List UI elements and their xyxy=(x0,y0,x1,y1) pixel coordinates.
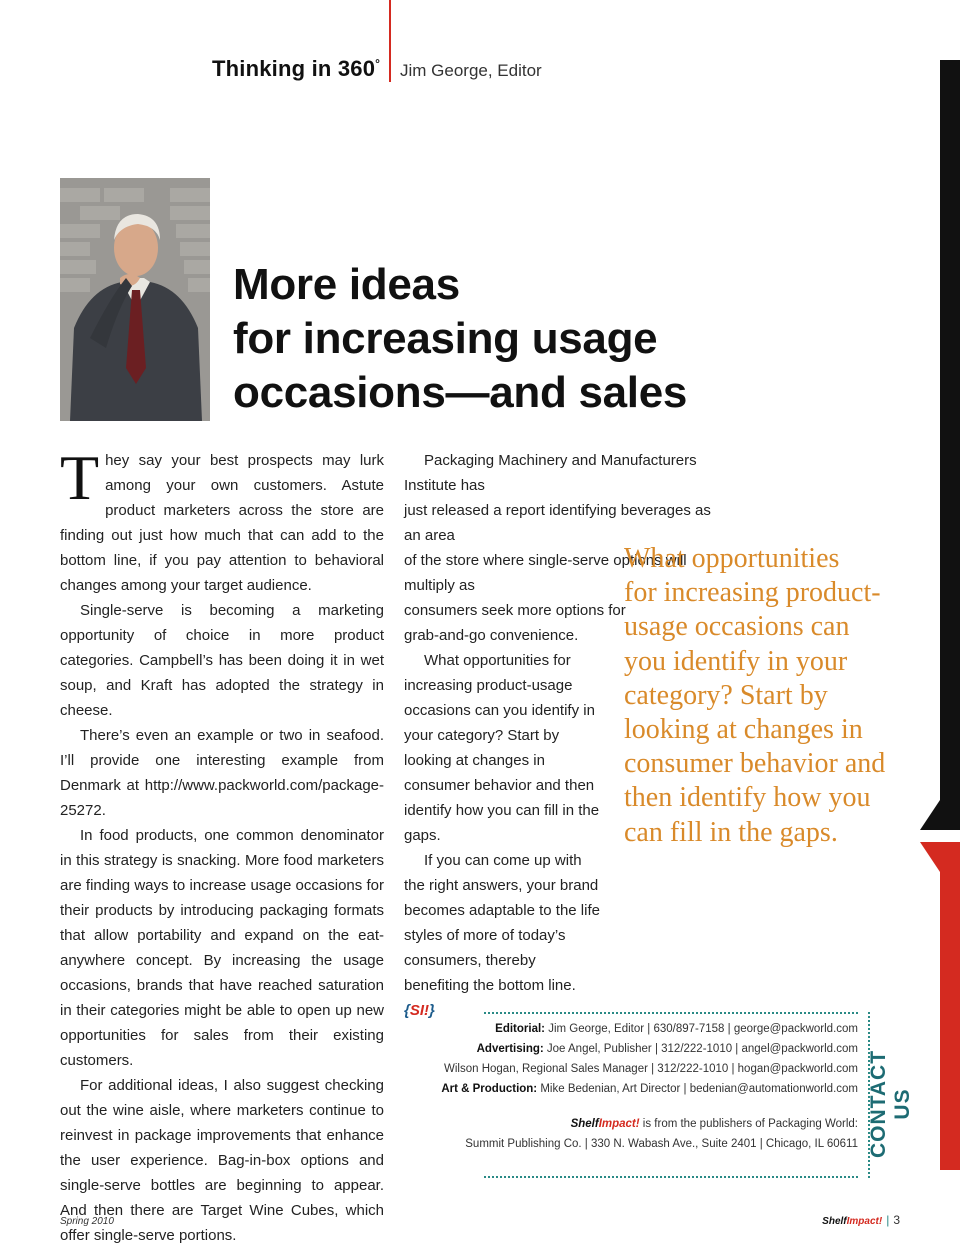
article-paragraph: What opportunities for increasing product-usage occasions can you identify in your category? Start by looking at changes in consumer behavior and then identify how you can fill in the gaps. xyxy=(404,652,600,844)
article-paragraph: Single-serve is becoming a marketing opportunity of choice in more product categories. Campbell’s has been doing it in wet soup, and Kraft has adopted the strategy in cheese. xyxy=(60,602,384,719)
contact-label: Editorial: xyxy=(495,1023,546,1035)
edge-bar-red xyxy=(940,842,960,1170)
pull-quote-line: usage occasions can xyxy=(624,611,850,643)
article-column-1 xyxy=(60,442,384,1248)
pull-quote-line: you identify in your xyxy=(624,645,848,677)
editor-byline: Jim George, Editor xyxy=(400,61,542,80)
end-mark-brace-open: { xyxy=(404,1002,410,1019)
footer-brand-a: Shelf xyxy=(822,1216,847,1227)
footer-brand-b: Impact! xyxy=(846,1216,883,1227)
pull-quote xyxy=(624,542,924,850)
contact-text[interactable]: Jim George, Editor | 630/897-7158 | george@packworld.com xyxy=(548,1023,858,1035)
drop-cap: T xyxy=(60,442,100,513)
contact-advertising-2[interactable]: Wilson Hogan, Regional Sales Manager | 312/222-1010 | hogan@packworld.com xyxy=(444,1063,858,1075)
publication-name xyxy=(571,1118,640,1130)
pull-quote-line: can fill in the gaps. xyxy=(624,816,838,848)
article-paragraph xyxy=(60,442,384,598)
end-of-article-mark xyxy=(404,1002,435,1019)
article-headline xyxy=(233,258,753,420)
footer-brand-page xyxy=(822,1213,900,1227)
publisher-address: Summit Publishing Co. | 330 N. Wabash Ave., Suite 2401 | Chicago, IL 60611 xyxy=(465,1138,858,1150)
article-column-2 xyxy=(404,448,711,1023)
header-divider-line xyxy=(389,0,391,82)
pull-quote-line: then identify how you xyxy=(624,782,871,814)
editor-portrait-photo xyxy=(60,178,210,421)
contact-text[interactable]: Joe Angel, Publisher | 312/222-1010 | angel@packworld.com xyxy=(546,1043,858,1055)
page-number: 3 xyxy=(893,1213,900,1227)
headline-line: occasions—and sales xyxy=(233,368,688,417)
paragraph-line: of the store where single-serve options will multiply as xyxy=(404,552,687,594)
headline-line: for increasing usage xyxy=(233,314,658,363)
contact-editorial xyxy=(495,1023,858,1035)
pull-quote-line: category? Start by xyxy=(624,679,828,711)
contact-text[interactable]: Mike Bedenian, Art Director | bedenian@automationworld.com xyxy=(540,1083,858,1095)
contact-us-label: CONTACT US xyxy=(867,1049,914,1159)
contact-border-top xyxy=(484,1012,858,1014)
end-mark-brace-close: } xyxy=(429,1002,435,1019)
pull-quote-line: What opportunities xyxy=(624,543,840,574)
paragraph-line: Packaging Machinery and Manufacturers Institute has xyxy=(404,452,697,494)
paragraph-line: just released a report identifying beverages as an area xyxy=(404,502,711,544)
contact-art-production xyxy=(441,1083,858,1095)
footer-issue: Spring 2010 xyxy=(60,1216,114,1227)
article-paragraph: In food products, one common denominator in this strategy is snacking. More food marketers are finding ways to increase usage occasions for their products by introducing packaging formats that allow portability and expand on the eat-anywhere concept. By increasing the usage occasions, brands that have reached saturation in their categories might be able to open up new opportunities for sales from their existing customers. xyxy=(60,827,384,1069)
pull-quote-line: looking at changes in xyxy=(624,714,863,746)
headline-line: More ideas xyxy=(233,260,460,309)
publication-name-a: Shelf xyxy=(570,1118,599,1130)
column-name xyxy=(212,56,380,82)
contact-advertising xyxy=(477,1043,858,1055)
pull-quote-line: consumer behavior and xyxy=(624,748,886,780)
footer-divider: | xyxy=(886,1213,890,1227)
paragraph-text: If you can come up with the right answers, your brand becomes adaptable to the life styles of more of today’s consumers, thereby benefiting the bottom line. xyxy=(404,852,600,994)
article-paragraph xyxy=(404,448,711,648)
contact-label: Art & Production: xyxy=(441,1083,538,1095)
article-paragraph xyxy=(404,848,604,1023)
column-degree: ° xyxy=(375,56,381,71)
pull-quote-line: for increasing product- xyxy=(624,577,881,609)
paragraph-text: hey say your best prospects may lurk among your own customers. Astute product marketers across the store are finding out just how much that can add to the bottom line, if you pay attention to behavioral changes among your target audience. xyxy=(60,452,384,594)
paragraph-line: consumers seek more options for xyxy=(404,602,626,619)
contact-label: Advertising: xyxy=(476,1043,544,1055)
column-name-text: Thinking in 360 xyxy=(212,56,376,81)
publisher-line xyxy=(571,1118,858,1130)
paragraph-line: grab-and-go convenience. xyxy=(404,627,579,644)
article-paragraph: For additional ideas, I also suggest checking out the wine aisle, where marketers continue to reinvest in package improvements that enhance the user experience. Bag-in-box options and single-serve bottles are beginning to appear. And then there are Target Wine Cubes, which offer single-serve portions. xyxy=(60,1077,384,1244)
footer-brand xyxy=(822,1216,882,1227)
publisher-text: is from the publishers of Packaging World: xyxy=(642,1118,858,1130)
contact-border-bottom xyxy=(484,1176,858,1178)
article-paragraph: There’s even an example or two in seafood. I’ll provide one interesting example from Denmark at http://www.packworld.com/package-25272. xyxy=(60,727,384,819)
edge-bar-black xyxy=(940,60,960,830)
publication-name-b: Impact! xyxy=(598,1118,640,1130)
portrait-illustration xyxy=(60,178,210,421)
end-mark-text: SI! xyxy=(409,1002,430,1019)
